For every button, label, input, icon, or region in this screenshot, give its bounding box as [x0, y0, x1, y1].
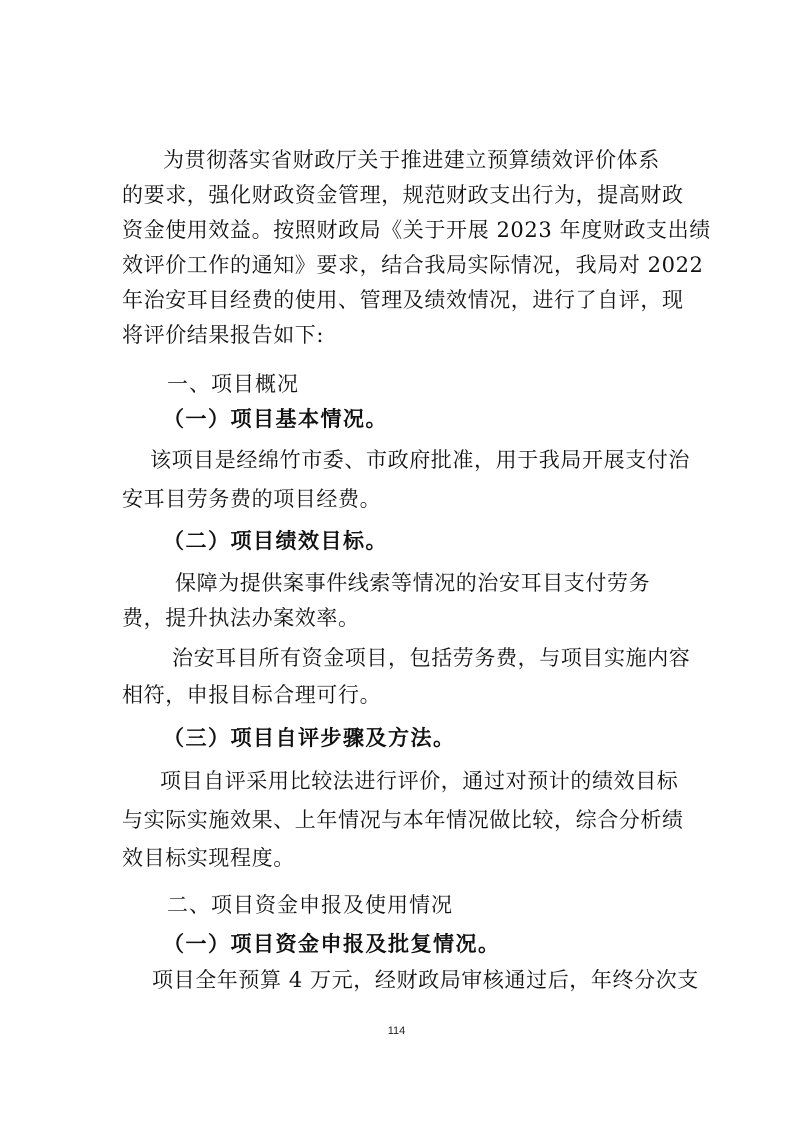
paragraph-1-line-5: 年治安耳目经费的使用、管理及绩效情况，进行了自评，现: [122, 288, 684, 312]
section-1-1-heading: （一）项目基本情况。: [163, 407, 388, 431]
paragraph-1-line-2: 的要求，强化财政资金管理，规范财政支出行为，提高财政: [122, 183, 684, 207]
section-1-3-text-line-2: 与实际实施效果、上年情况与本年情况做比较，综合分析绩: [122, 808, 684, 832]
section-2-heading: 二、项目资金申报及使用情况: [167, 893, 453, 917]
section-1-2-heading: （二）项目绩效目标。: [163, 529, 388, 553]
section-1-3-text-line-3: 效目标实现程度。: [122, 846, 295, 870]
section-1-2-text-a-line-1: 保障为提供案事件线索等情况的治安耳目支付劳务: [175, 571, 651, 595]
section-2-1-text-line-1: 项目全年预算 4 万元，经财政局审核通过后，年终分次支: [152, 968, 699, 992]
paragraph-1-line-6: 将评价结果报告如下:: [122, 323, 325, 347]
page-number: 114: [387, 1025, 406, 1037]
section-1-2-text-b-line-2: 相符，申报目标合理可行。: [122, 683, 382, 707]
section-2-1-heading: （一）项目资金申报及批复情况。: [163, 932, 501, 956]
section-1-2-text-a-line-2: 费，提升执法办案效率。: [122, 606, 360, 630]
section-1-3-text-line-1: 项目自评采用比较法进行评价，通过对预计的绩效目标: [160, 769, 679, 793]
paragraph-1-line-1: 为贯彻落实省财政厅关于推进建立预算绩效评价体系: [163, 148, 660, 172]
section-1-heading: 一、项目概况: [167, 372, 299, 396]
section-1-3-heading: （三）项目自评步骤及方法。: [163, 726, 456, 750]
section-1-2-text-b-line-1: 治安耳目所有资金项目，包括劳务费，与项目实施内容: [172, 646, 691, 670]
section-1-1-text-line-1: 该项目是经绵竹市委、市政府批准，用于我局开展支付治: [150, 448, 690, 472]
paragraph-1-line-4: 效评价工作的通知》要求，结合我局实际情况，我局对 2022: [122, 253, 704, 277]
section-1-1-text-line-2: 安耳目劳务费的项目经费。: [122, 487, 382, 511]
paragraph-1-line-3: 资金使用效益。按照财政局《关于开展 2023 年度财政支出绩: [122, 218, 711, 242]
